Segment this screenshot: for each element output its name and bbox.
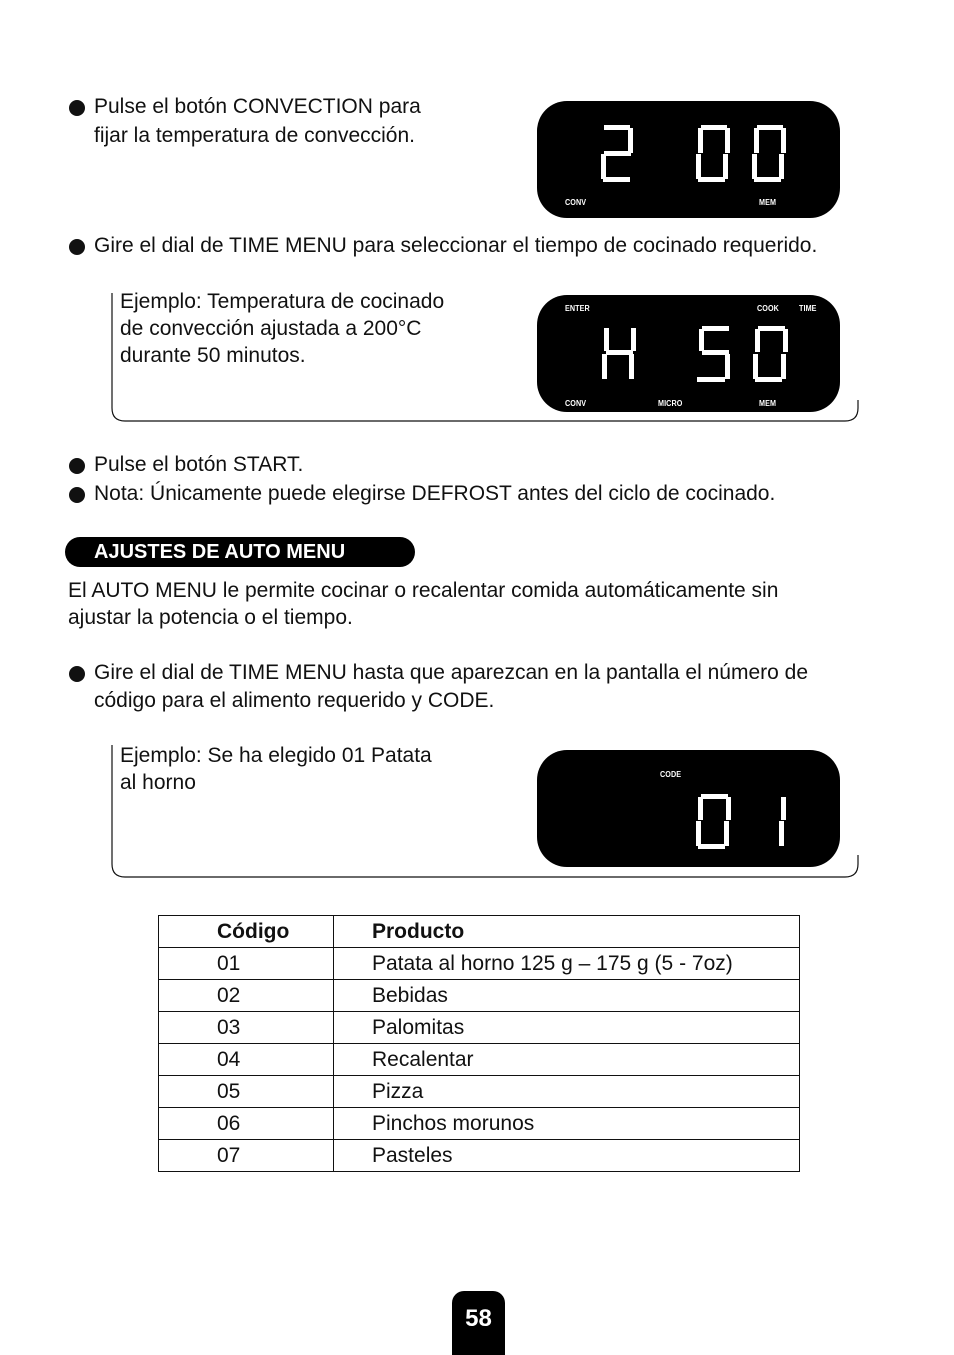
seven-segment-01 [537, 750, 840, 867]
example2-line2: al horno [120, 771, 196, 794]
display-h50 [537, 295, 840, 412]
product-cell: Pinchos morunos [334, 1108, 800, 1140]
section-title-auto-menu: AJUSTES DE AUTO MENU [65, 537, 415, 567]
indicator-time: TIME [799, 304, 817, 313]
table-row [159, 1044, 800, 1076]
table-row [159, 1108, 800, 1140]
segment-digit-0 [696, 794, 731, 849]
code-cell: 06 [159, 1108, 334, 1140]
segment-digit-0 [753, 326, 788, 382]
table-header-row [159, 916, 800, 948]
product-cell: Pizza [334, 1076, 800, 1108]
segment-digit-5 [697, 326, 730, 382]
indicator-mem: MEM [759, 399, 777, 408]
code-cell: 05 [159, 1076, 334, 1108]
segment-digit-1 [779, 797, 786, 846]
indicator-mem: MEM [759, 198, 777, 207]
indicator-conv: CONV [565, 198, 587, 207]
code-cell: 02 [159, 980, 334, 1012]
example2-line1: Ejemplo: Se ha elegido 01 Patata [120, 744, 432, 767]
example1-line2: de convección ajustada a 200°C [120, 317, 422, 340]
table-row [159, 980, 800, 1012]
bullet-icon [69, 487, 85, 503]
product-cell: Bebidas [334, 980, 800, 1012]
segment-digit-2 [601, 125, 633, 182]
indicator-code: CODE [660, 770, 682, 779]
segment-letter-h [602, 328, 636, 379]
page-number: 58 [452, 1291, 505, 1355]
table-row [159, 1076, 800, 1108]
code-cell: 07 [159, 1140, 334, 1172]
table-row [159, 1140, 800, 1172]
display-convection-200 [537, 101, 840, 218]
product-cell: Pasteles [334, 1140, 800, 1172]
step2-text: Gire el dial de TIME MENU para seleccionar el tiempo de cocinado requerido. [94, 234, 818, 257]
header-codigo: Código [159, 916, 334, 948]
segment-digit-0 [696, 125, 730, 182]
note-text: Nota: Únicamente puede elegirse DEFROST antes del ciclo de cocinado. [94, 482, 776, 505]
step3-text: Pulse el botón START. [94, 453, 304, 476]
table-row [159, 1012, 800, 1044]
bullet-icon [69, 666, 85, 682]
indicator-micro: MICRO [658, 399, 683, 408]
example1-line3: durante 50 minutos. [120, 344, 306, 367]
code-cell: 03 [159, 1012, 334, 1044]
step4-line1: Gire el dial de TIME MENU hasta que aparezcan en la pantalla el número de [94, 661, 809, 684]
auto-menu-code-table [158, 915, 800, 1172]
indicator-conv: CONV [565, 399, 587, 408]
segment-digit-0 [752, 125, 786, 182]
display-code-01 [537, 750, 840, 867]
example1-line1: Ejemplo: Temperatura de cocinado [120, 290, 445, 313]
indicator-enter: ENTER [565, 304, 590, 313]
step1-text-line2: fijar la temperatura de convección. [94, 124, 415, 147]
product-cell: Patata al horno 125 g – 175 g (5 - 7oz) [334, 948, 800, 980]
step1-text-line1: Pulse el botón CONVECTION para [94, 95, 421, 118]
code-cell: 04 [159, 1044, 334, 1076]
product-cell: Recalentar [334, 1044, 800, 1076]
header-producto: Producto [334, 916, 800, 948]
intro-line2: ajustar la potencia o el tiempo. [68, 606, 353, 629]
code-cell: 01 [159, 948, 334, 980]
table-row [159, 948, 800, 980]
step4-line2: código para el alimento requerido y CODE. [94, 689, 495, 712]
bullet-icon [69, 239, 85, 255]
indicator-cook: COOK [757, 304, 779, 313]
bullet-icon [69, 458, 85, 474]
intro-line1: El AUTO MENU le permite cocinar o recalentar comida automáticamente sin [68, 579, 779, 602]
product-cell: Palomitas [334, 1012, 800, 1044]
bullet-icon [69, 100, 85, 116]
